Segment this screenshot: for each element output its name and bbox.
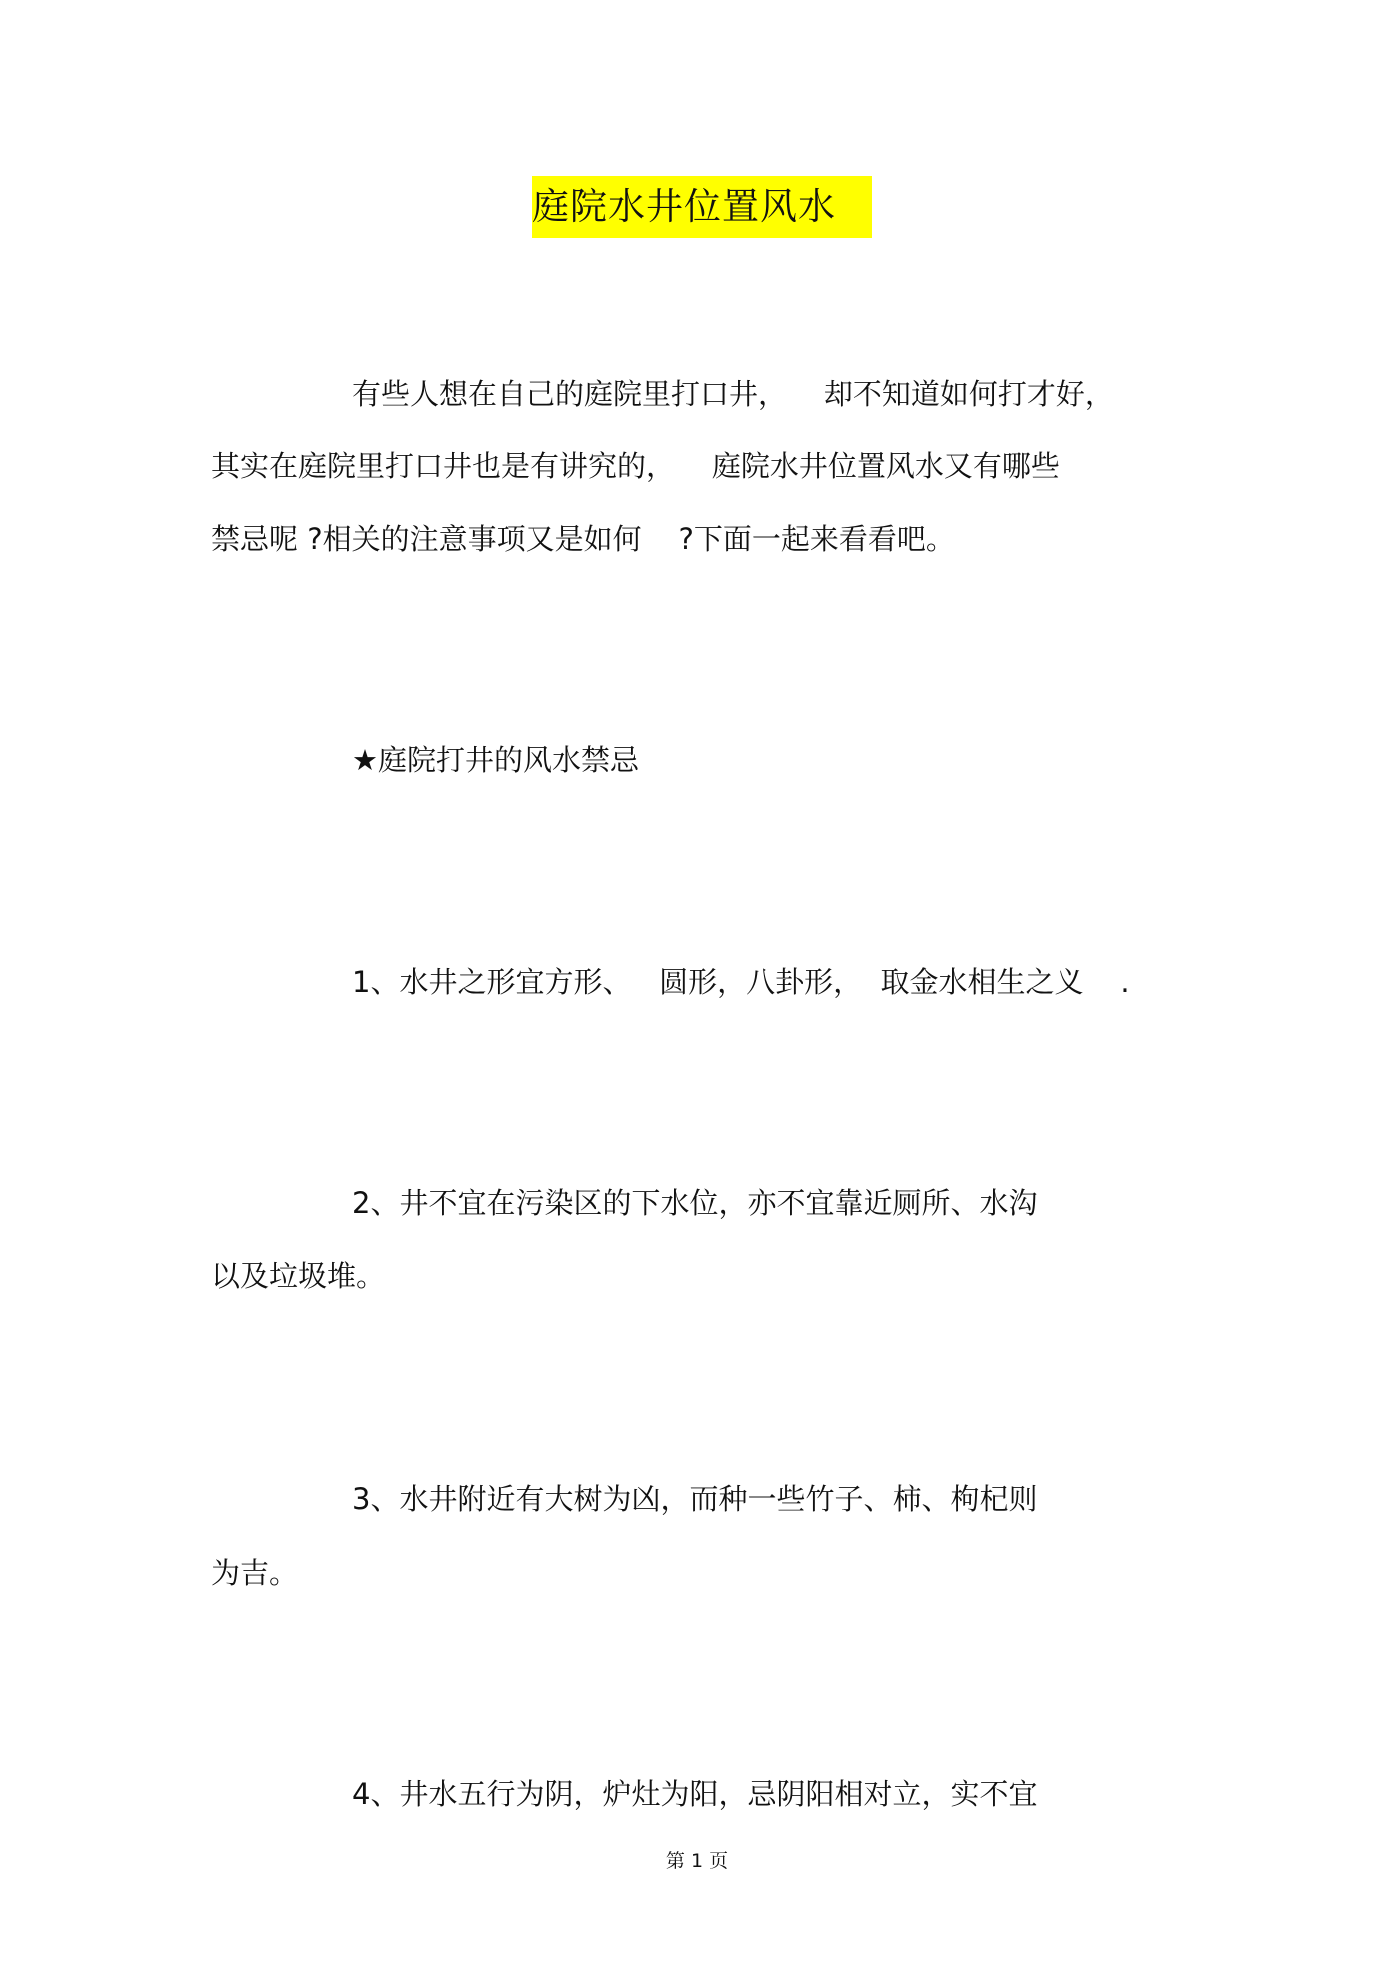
- item-2-line-2: 以及垃圾堆。: [211, 1259, 386, 1293]
- intro-line-2: 其实在庭院里打口井也是有讲究的， 庭院水井位置风水又有哪些: [211, 449, 1060, 483]
- intro-line-3: 禁忌呢 ?相关的注意事项又是如何 ?下面一起来看看吧。: [211, 522, 955, 556]
- item-3-line-2: 为吉。: [211, 1556, 299, 1590]
- page-number: 第 1 页: [665, 1850, 729, 1872]
- section-heading: ★庭院打井的风水禁忌: [352, 743, 639, 777]
- item-2-line-1: 2、井不宜在污染区的下水位，亦不宜靠近厕所、水沟: [352, 1186, 1038, 1220]
- document-title: 庭院水井位置风水: [532, 176, 872, 238]
- item-4-line-1: 4、井水五行为阴，炉灶为阳，忌阴阳相对立，实不宜: [352, 1777, 1038, 1811]
- intro-line-1: 有些人想在自己的庭院里打口井， 却不知道如何打才好，: [352, 377, 1114, 411]
- item-1-line-1: 1、水井之形宜方形、 圆形，八卦形， 取金水相生之义 .: [352, 965, 1130, 999]
- item-3-line-1: 3、水井附近有大树为凶，而种一些竹子、柿、枸杞则: [352, 1482, 1038, 1516]
